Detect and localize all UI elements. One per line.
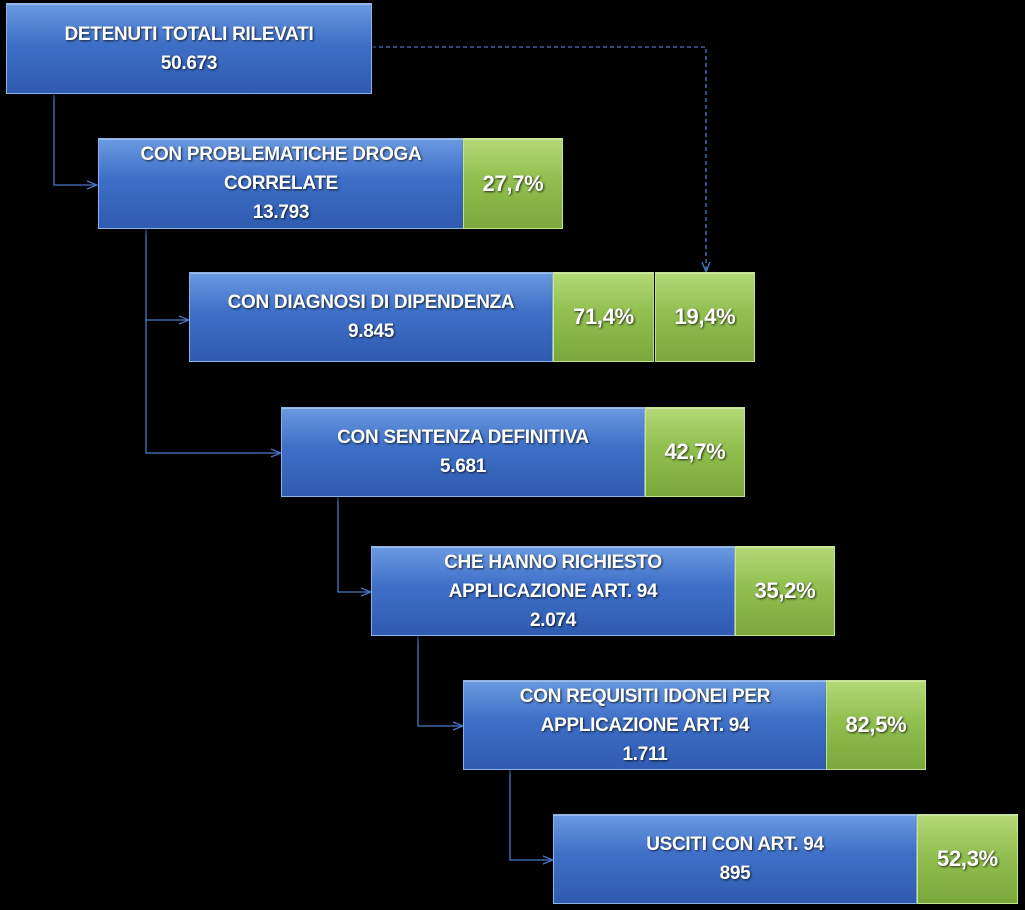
- box-total-detainees: [6, 3, 372, 94]
- box-drug-related: [98, 138, 464, 229]
- box-sentence-value: 5.681: [439, 456, 487, 477]
- box-released-label: USCITI CON ART. 94: [646, 834, 824, 855]
- box-total-label: DETENUTI TOTALI RILEVATI: [64, 23, 314, 45]
- box-dependence-value: 9.845: [347, 321, 395, 342]
- pct-released-art94: [917, 814, 1018, 904]
- box-requested-value: 2.074: [529, 609, 577, 631]
- connector-requested-to-eligible: [418, 636, 463, 726]
- connector-eligible-to-released: [510, 770, 553, 860]
- pct-final-sentence: [645, 407, 745, 497]
- pct-sentence-value: 42,7%: [664, 439, 726, 464]
- pct-dependence-total-value: 19,4%: [674, 304, 736, 329]
- box-eligible-label-2: APPLICAZIONE ART. 94: [540, 714, 750, 736]
- box-dependence-diagnosis: [189, 272, 553, 362]
- pct-drug-value: 27,7%: [482, 170, 544, 196]
- pct-eligible-value: 82,5%: [845, 712, 907, 737]
- pct-requested-value: 35,2%: [754, 578, 816, 603]
- connector-drug-to-dependence: [146, 229, 189, 320]
- box-released-value: 895: [719, 863, 751, 884]
- box-eligible-value: 1.711: [622, 743, 668, 765]
- pct-dependence-value: 71,4%: [573, 304, 634, 329]
- pct-released-value: 52,3%: [937, 846, 998, 871]
- pct-drug-related: [463, 138, 563, 229]
- box-final-sentence: [281, 407, 645, 497]
- pct-requested-art94: [735, 546, 835, 636]
- box-drug-label-2: CORRELATE: [223, 173, 339, 194]
- box-eligible-art94: [463, 680, 827, 770]
- box-dependence-label: CON DIAGNOSI DI DIPENDENZA: [227, 292, 515, 313]
- pct-dependence: [553, 272, 654, 362]
- box-sentence-label: CON SENTENZA DEFINITIVA: [337, 427, 589, 448]
- pct-dependence-of-total: [655, 272, 755, 362]
- box-total-value: 50.673: [160, 52, 218, 74]
- box-requested-label-2: APPLICAZIONE ART. 94: [448, 580, 658, 602]
- box-eligible-label-1: CON REQUISITI IDONEI PER: [519, 685, 771, 707]
- box-released-art94: [553, 814, 917, 904]
- box-drug-label-1: CON PROBLEMATICHE DROGA: [140, 144, 422, 165]
- box-requested-art94: [371, 546, 735, 636]
- box-requested-label-1: CHE HANNO RICHIESTO: [444, 551, 662, 573]
- pct-eligible-art94: [826, 680, 926, 770]
- connector-sentence-to-requested: [338, 497, 371, 592]
- connector-total-to-drug: [54, 95, 97, 185]
- box-drug-value: 13.793: [252, 202, 310, 223]
